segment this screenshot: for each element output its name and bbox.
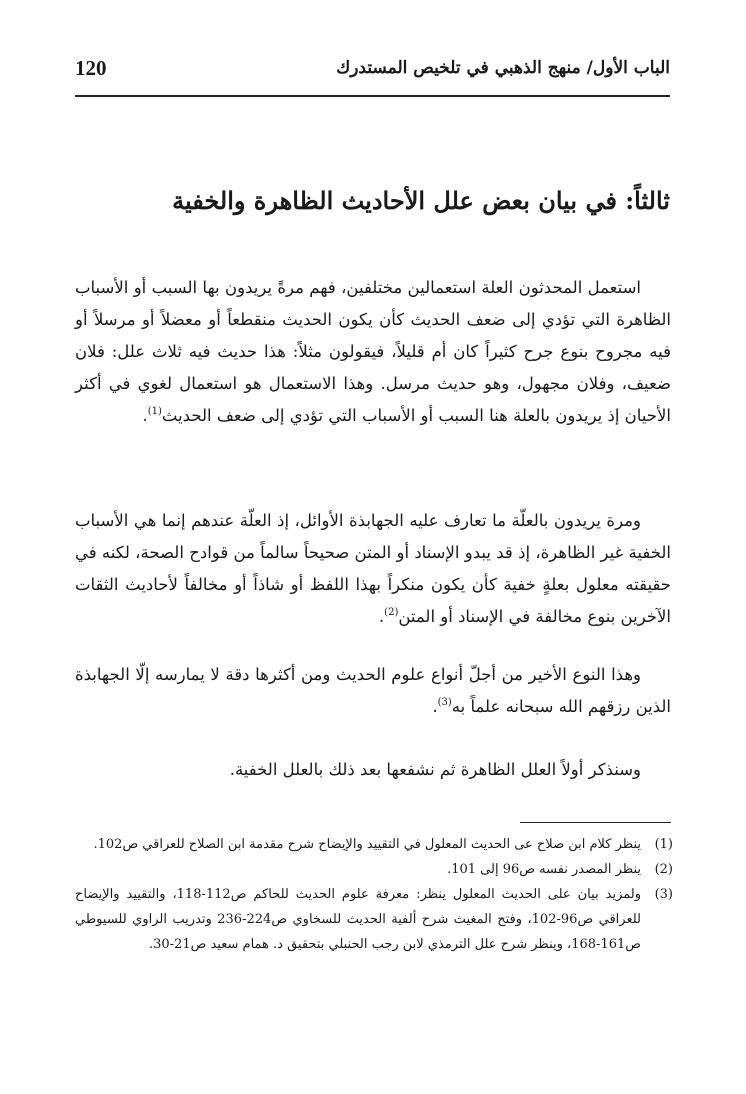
paragraph-3-end: .: [432, 697, 438, 716]
footnote-number: (2): [654, 862, 673, 877]
paragraph-4: [75, 754, 671, 786]
paragraph-3: [75, 659, 671, 723]
paragraph-2-end: .: [378, 607, 385, 626]
paragraph-3-text: وهذا النوع الأخير من أجلّ أنواع علوم الحديث ومن أكثرها دقة لا يمارسه إلّا الجهابذة الذين رزقهم الله سبحانه علماً به: [75, 665, 671, 716]
paragraph-1-end: .: [142, 406, 148, 425]
footnote-text: ينظر المصدر نفسه ص96 إلى 101.: [447, 862, 641, 877]
footnote-ref-2[interactable]: (2): [384, 607, 399, 618]
footnote-ref-3[interactable]: (3): [437, 697, 452, 708]
footnote-number: (3): [654, 887, 673, 902]
footnote-item: [75, 857, 673, 882]
paragraph-4-text: وسنذكر أولاً العلل الظاهرة ثم نشفعها بعد ذلك بالعلل الخفية.: [229, 760, 641, 779]
header-title: الباب الأول/ منهج الذهبي في تلخيص المستدرك: [336, 58, 670, 78]
footnotes: [75, 832, 673, 957]
running-header: [75, 56, 670, 86]
header-divider: [75, 95, 670, 97]
footnote-divider: [520, 822, 671, 823]
section-title: ثالثاً: في بيان بعض علل الأحاديث الظاهرة والخفية: [172, 186, 670, 215]
footnote-text: ينظر كلام ابن صلاح عى الحديث المعلول في التقييد والإيضاح شرح مقدمة ابن الصلاح للعراقي ص102.: [93, 837, 641, 852]
footnote-item: [75, 832, 673, 857]
footnote-number: (1): [654, 837, 673, 852]
footnote-text: ولمزيد بيان على الحديث المعلول ينظر: معرفة علوم الحديث للحاكم ص112-118، والتقييد والإيضاح للعراقي ص96-102، وفتح المغيث شرح ألفية الحديث للسخاوي ص224-236 وتدريب الراوي للسيوطي ص161-168، وينظر شرح علل الترمذي لابن رجب الحنبلي بتحقيق د. همام سعيد ص21-30.: [75, 887, 641, 952]
paragraph-2: [75, 505, 671, 633]
footnote-item: [75, 882, 673, 957]
page-number: 120: [75, 56, 107, 80]
footnote-ref-1[interactable]: (1): [147, 406, 162, 417]
paragraph-2-text: ومرة يريدون بالعلّة ما تعارف عليه الجهابذة الأوائل، إذ العلّة عندهم إنما هي الأسباب الخفية غير الظاهرة، إذ قد يبدو الإسناد أو المتن صحيحاً سالماً من قوادح الصحة، لكنه في حقيقته معلول بعلةٍ خفية كأن يكون منكراً بهذا اللفظ أو شاذاً أو مخالفاً لأحاديث الثقات الآخرين بنوع مخالفة في الإسناد أو المتن: [75, 511, 671, 626]
paragraph-1-text: استعمل المحدثون العلة استعمالين مختلفين، فهم مرةً يريدون بها السبب أو الأسباب الظاهرة التي تؤدي إلى ضعف الحديث كأن يكون الحديث منقطعاً أو معضلاً أو مرسلاً أو فيه مجروح بنوع جرح كثيراً كان أم قليلاً، فيقولون مثلاً: هذا حديث فيه ثلاث علل: فلان ضعيف، وفلان مجهول، وهو حديث مرسل. وهذا الاستعمال هو استعمال لغوي في أكثر الأحيان إذ يريدون بالعلة هنا السبب أو الأسباب التي تؤدي إلى ضعف الحديث: [75, 278, 671, 425]
paragraph-1: [75, 272, 671, 432]
